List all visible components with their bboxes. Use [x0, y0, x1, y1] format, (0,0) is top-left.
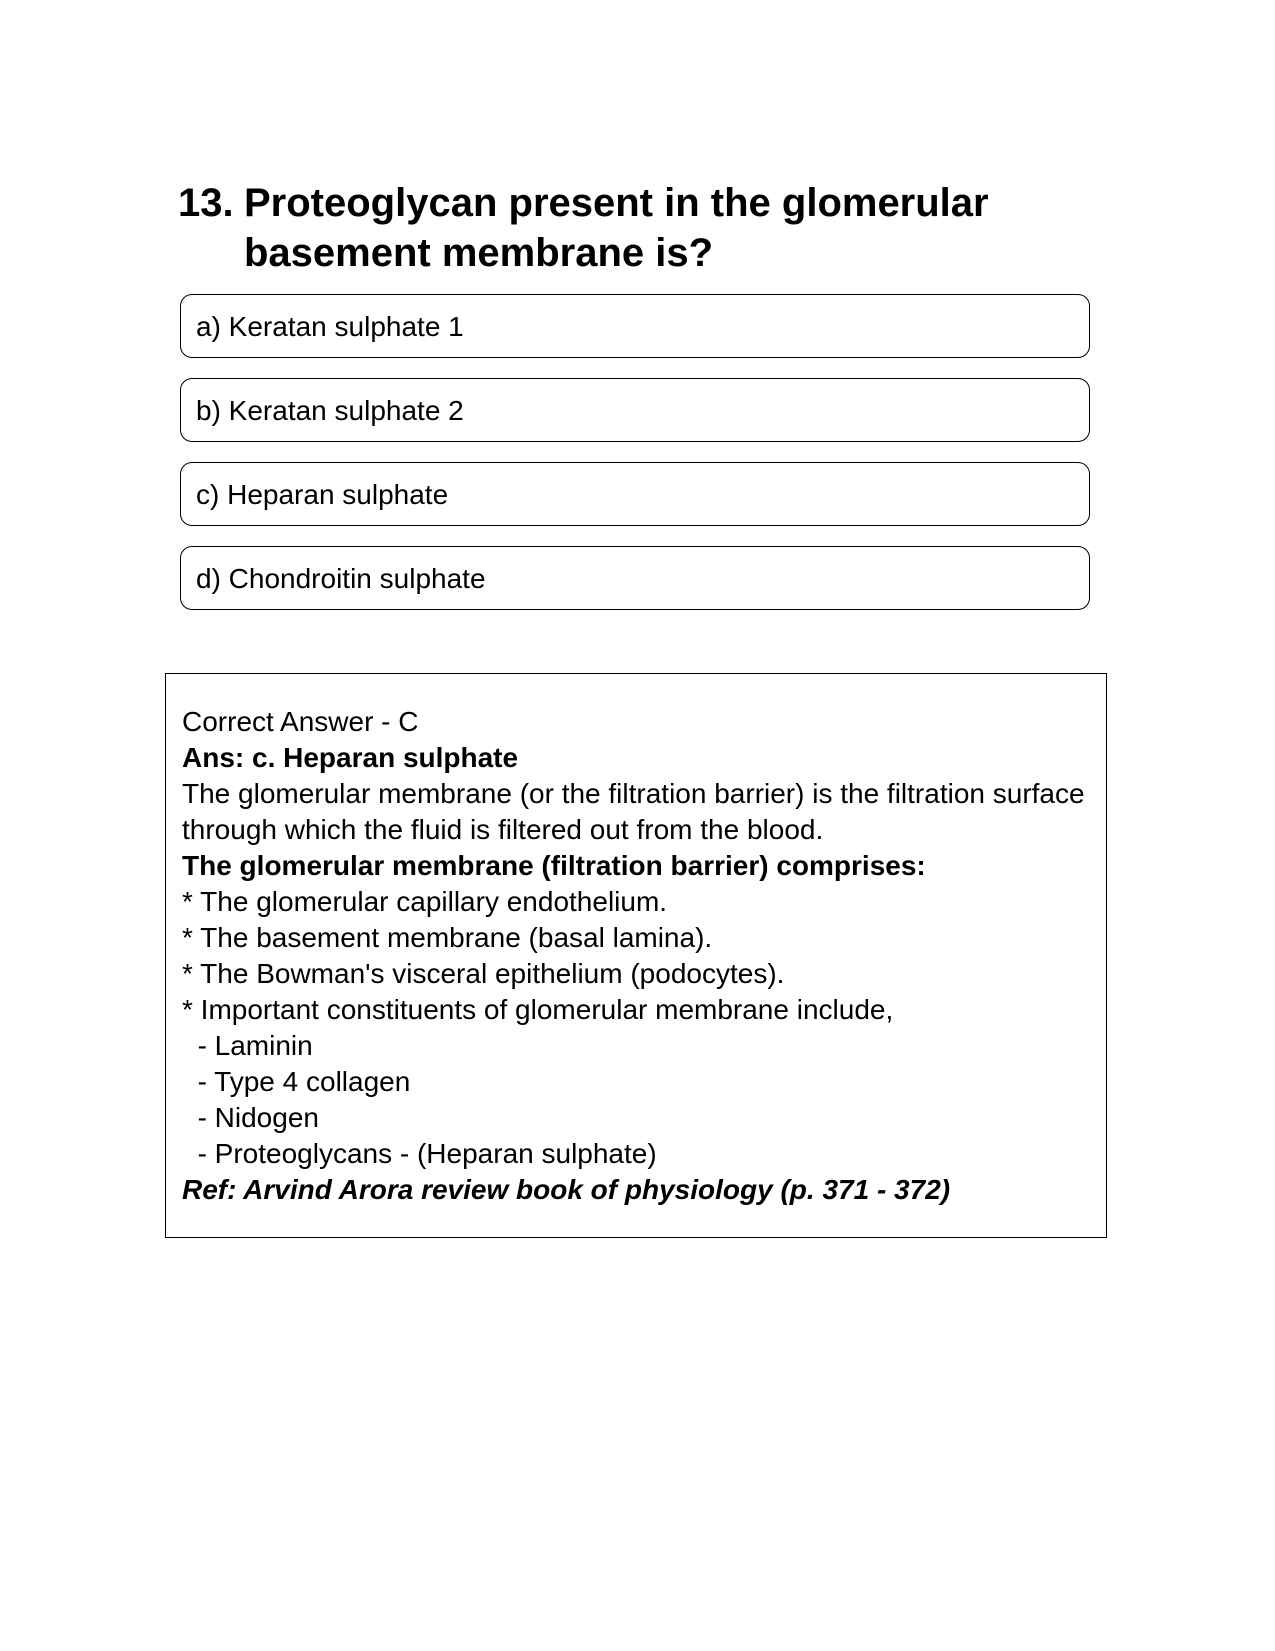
question-heading — [178, 178, 1058, 278]
list-item: * Important constituents of glomerular membrane include, — [182, 994, 894, 1025]
option-c[interactable]: c) Heparan sulphate — [180, 462, 1090, 526]
constituent-item: - Proteoglycans - (Heparan sulphate) — [182, 1138, 657, 1169]
question-text: Proteoglycan present in the glomerular basement membrane is? — [244, 181, 989, 275]
option-a[interactable]: a) Keratan sulphate 1 — [180, 294, 1090, 358]
list-item: * The Bowman's visceral epithelium (podocytes). — [182, 958, 785, 989]
list-item: * The glomerular capillary endothelium. — [182, 886, 668, 917]
explanation-intro: The glomerular membrane (or the filtration barrier) is the filtration surface through which the fluid is filtered out from the blood. — [182, 778, 1093, 845]
option-b[interactable]: b) Keratan sulphate 2 — [180, 378, 1090, 442]
option-d[interactable]: d) Chondroitin sulphate — [180, 546, 1090, 610]
constituent-item: - Type 4 collagen — [182, 1066, 411, 1097]
list-item: * The basement membrane (basal lamina). — [182, 922, 713, 953]
answer-explanation-box — [165, 673, 1107, 1238]
answer-heading: Ans: c. Heparan sulphate — [182, 742, 519, 773]
comprises-heading: The glomerular membrane (filtration barrier) comprises: — [182, 850, 926, 881]
correct-answer-text: Correct Answer - C — [182, 706, 419, 737]
question-number: 13. — [178, 181, 234, 225]
constituent-item: - Laminin — [182, 1030, 313, 1061]
constituent-item: - Nidogen — [182, 1102, 319, 1133]
reference-text: Ref: Arvind Arora review book of physiology (p. 371 - 372) — [182, 1174, 951, 1205]
